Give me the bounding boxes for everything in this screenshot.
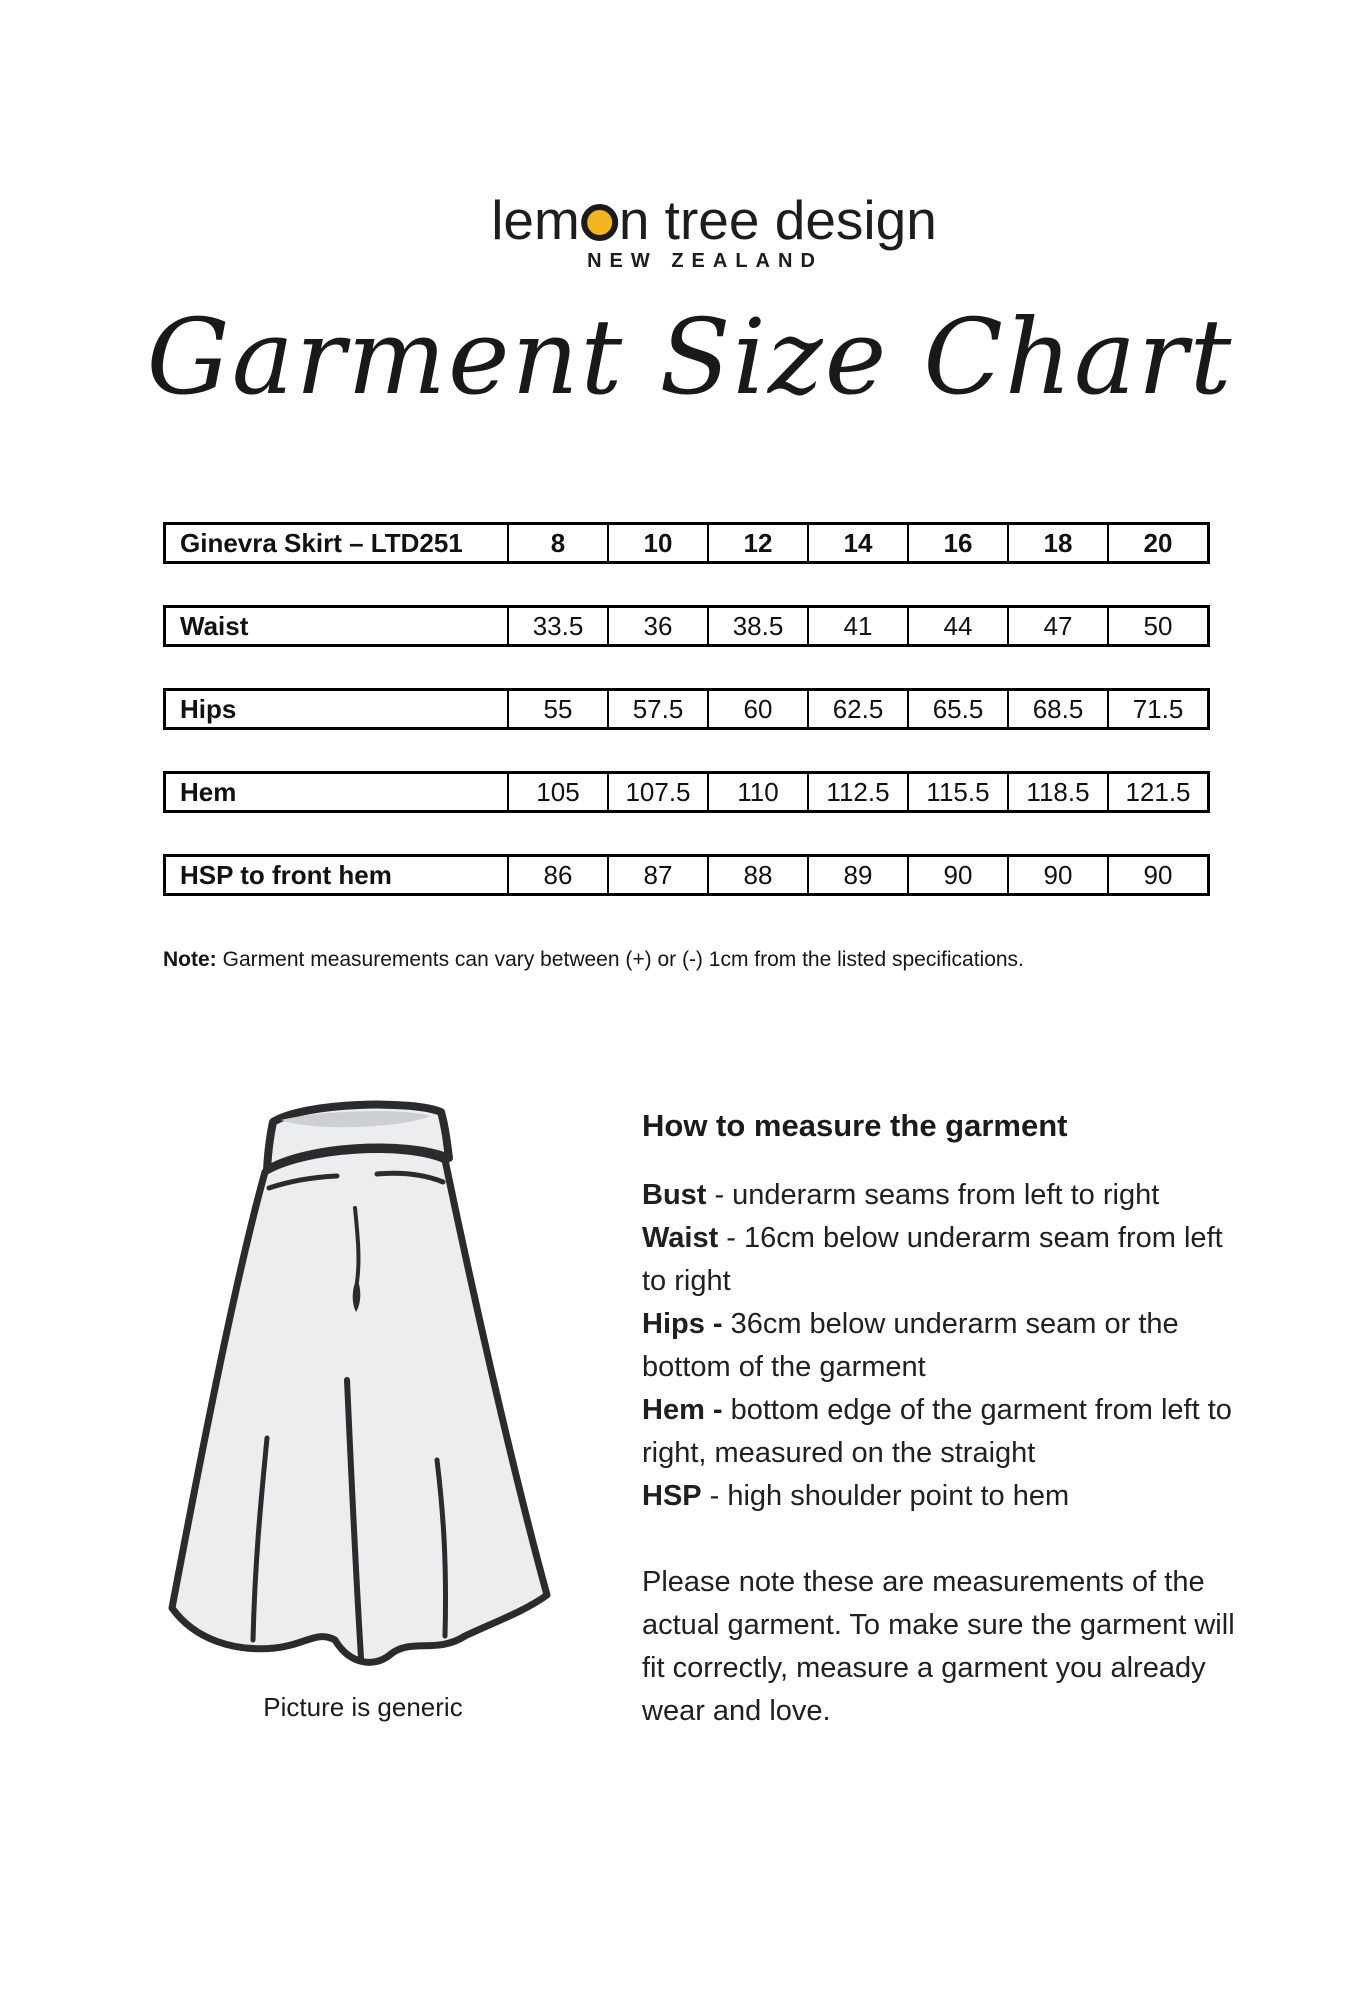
size-cell: 18 <box>1007 525 1107 561</box>
measurement-value: 87 <box>607 857 707 893</box>
size-cell: 10 <box>607 525 707 561</box>
lemon-dot-icon <box>581 204 618 241</box>
size-chart-header-row <box>163 522 1210 564</box>
measure-term: Hem - <box>642 1394 723 1426</box>
measure-term: HSP <box>642 1480 702 1512</box>
measurement-value: 118.5 <box>1007 774 1107 810</box>
measure-desc: - high shoulder point to hem <box>709 1480 1070 1512</box>
measurement-value: 55 <box>507 691 607 727</box>
measurement-value: 110 <box>707 774 807 810</box>
page-title: Garment Size Chart <box>146 296 1234 418</box>
measurement-value: 107.5 <box>607 774 707 810</box>
measurement-value: 65.5 <box>907 691 1007 727</box>
size-chart-row-hem <box>163 771 1210 813</box>
logo-text-pre: lem <box>491 189 580 251</box>
size-cell: 16 <box>907 525 1007 561</box>
measure-desc: - underarm seams from left to right <box>714 1179 1160 1211</box>
measure-term: Hips - <box>642 1308 723 1340</box>
how-to-item-hem <box>642 1389 1242 1475</box>
measurement-label: HSP to front hem <box>180 860 392 890</box>
measurement-value: 71.5 <box>1107 691 1207 727</box>
logo-text-post: n tree design <box>618 189 937 251</box>
measure-term: Waist <box>642 1222 719 1254</box>
measurement-value: 86 <box>507 857 607 893</box>
measurement-value: 90 <box>1107 857 1207 893</box>
measurement-value: 41 <box>807 608 907 644</box>
skirt-icon <box>165 1080 560 1675</box>
how-to-heading: How to measure the garment <box>642 1108 1068 1143</box>
measurement-value: 60 <box>707 691 807 727</box>
how-to-footer: Please note these are measurements of the actual garment. To make sure the garment will fit correctly, measure a garment you already wear and love. <box>642 1566 1235 1727</box>
measurement-label: Hem <box>180 777 237 807</box>
tolerance-note <box>163 948 1024 972</box>
how-to-item-waist <box>642 1217 1242 1303</box>
how-to-section <box>642 1108 1242 1733</box>
garment-illustration <box>165 1080 560 1675</box>
measure-desc: bottom edge of the garment from left to right, measured on the straight <box>642 1394 1232 1469</box>
logo-country: NEW ZEALAND <box>587 250 823 272</box>
measurement-value: 57.5 <box>607 691 707 727</box>
measurement-value: 90 <box>1007 857 1107 893</box>
size-chart-row-hips <box>163 688 1210 730</box>
how-to-item-hips <box>642 1303 1242 1389</box>
measurement-value: 112.5 <box>807 774 907 810</box>
measurement-value: 121.5 <box>1107 774 1207 810</box>
measurement-value: 115.5 <box>907 774 1007 810</box>
measure-term: Bust <box>642 1179 707 1211</box>
measurement-label: Waist <box>180 611 249 641</box>
measure-desc: 36cm below underarm seam or the bottom of the garment <box>642 1308 1179 1383</box>
size-cell: 14 <box>807 525 907 561</box>
measurement-label: Hips <box>180 694 237 724</box>
measurement-value: 105 <box>507 774 607 810</box>
measurement-value: 68.5 <box>1007 691 1107 727</box>
how-to-item-hsp <box>642 1475 1242 1518</box>
measurement-value: 44 <box>907 608 1007 644</box>
note-label: Note: <box>163 948 217 971</box>
measure-desc: - 16cm below underarm seam from left to right <box>642 1222 1223 1297</box>
measurement-value: 88 <box>707 857 807 893</box>
product-name-cell: Ginevra Skirt – LTD251 <box>180 528 463 558</box>
size-cell: 8 <box>507 525 607 561</box>
measurement-value: 89 <box>807 857 907 893</box>
how-to-item-bust <box>642 1174 1242 1217</box>
measurement-value: 33.5 <box>507 608 607 644</box>
size-chart-row-waist <box>163 605 1210 647</box>
size-cell: 12 <box>707 525 807 561</box>
measurement-value: 47 <box>1007 608 1107 644</box>
measurement-value: 62.5 <box>807 691 907 727</box>
measurement-value: 38.5 <box>707 608 807 644</box>
brand-logo <box>491 188 937 252</box>
picture-caption: Picture is generic <box>263 1692 463 1722</box>
size-chart <box>163 522 1210 937</box>
note-text: Garment measurements can vary between (+) or (-) 1cm from the listed specifications. <box>222 948 1024 971</box>
size-cell: 20 <box>1107 525 1207 561</box>
measurement-value: 90 <box>907 857 1007 893</box>
measurement-value: 50 <box>1107 608 1207 644</box>
measurement-value: 36 <box>607 608 707 644</box>
size-chart-row-hsp <box>163 854 1210 896</box>
